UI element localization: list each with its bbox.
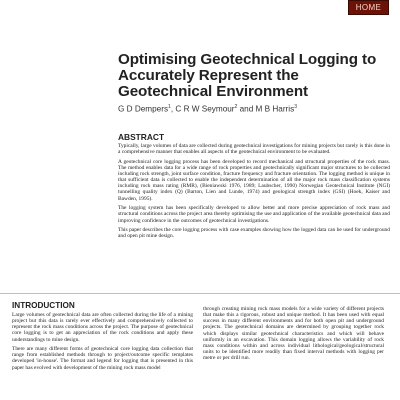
body-paragraph: Large volumes of geotechnical data are often collected during the life of a mining project but this data is rarely ever effectively and comprehensively collected to represent the rock mass conditions across the project. The purpose of geotechnical core logging is to get an appreciation of the rock conditions and apply these understandings to mine design. bbox=[12, 312, 193, 343]
abstract-paragraph: A geotechnical core logging process has been developed to record mechanical and structural properties of the rock mass. The method enables data for a wide range of rock properties and geotechnically significant major structures to be collected including rock strength, joint surface condition, fracture frequency and fracture orientation. The logging method is unique in that sufficient data is collected to enable the independent determination of all the major rock mass classification systems including rock mass rating (RMR), (Bieniawski 1976, 1989; Laubscher, 1990) Norwegian Geotechnical Institute (NGI) tunnelling quality index (Q) (Barton, Lien and Lunde, 1974) and geological strength index (GSI) (Hoek, Kaiser and Bawden, 1995). bbox=[118, 158, 390, 202]
abstract-paragraph: This paper describes the core logging process with case examples showing how the logged data can be used for underground and open pit mine design. bbox=[118, 227, 390, 240]
abstract-heading: ABSTRACT bbox=[118, 132, 165, 142]
author-affiliation: 3 bbox=[294, 104, 297, 110]
body-paragraph: through creating mining rock mass models for a wide variety of different projects that make this a rigorous, robust and unique method. It has been used with equal success in many different environments and for both open pit and underground projects. The geotechnical domains are determined by grouping together rock which displays similar geotechnical characteristics and which will behave uniformly in an excavation. This domain logging allows the variability of rock mass conditions within and across individual lithological/geological/structural units to be identified more readily than fixed interval methods with logging per metre or per drill run. bbox=[203, 306, 384, 362]
home-button[interactable]: HOME bbox=[348, 0, 389, 15]
author-name: C R W Seymour bbox=[175, 104, 235, 114]
author-name: M B Harris bbox=[255, 104, 295, 114]
author-separator: , bbox=[170, 104, 176, 114]
introduction-column-left bbox=[12, 312, 193, 400]
section-divider bbox=[0, 293, 400, 294]
abstract-body bbox=[118, 143, 390, 243]
author-separator: and bbox=[237, 104, 256, 114]
author-affiliation: 2 bbox=[234, 104, 238, 110]
paper-title: Optimising Geotechnical Logging to Accurately Represent the Geotechnical Environment bbox=[118, 51, 377, 100]
abstract-paragraph: Typically, large volumes of data are collected during geotechnical investigations for mining projects but rarely is this done in a comprehensive manner that enables all aspects of the geotechnical environment to be evaluated. bbox=[118, 143, 390, 156]
introduction-heading: INTRODUCTION bbox=[12, 301, 75, 310]
introduction-column-right bbox=[203, 306, 384, 400]
author-name: G D Dempers bbox=[118, 104, 169, 114]
body-paragraph: There are many different forms of geotechnical core logging data collection that range from established methods through to project/outcome specific templates developed 'in-house'. The format and legend for logging that is presented in this paper has evolved with development of the mining rock mass model bbox=[12, 346, 193, 371]
author-list bbox=[118, 104, 388, 114]
abstract-paragraph: The logging system has been specifically developed to allow better and more precise appreciation of rock mass and structural conditions across the project area thereby optimising the use and application of the available geotechnical data and improving confidence in the outcomes of geotechnical investigations. bbox=[118, 205, 390, 224]
author-affiliation: 1 bbox=[168, 104, 171, 110]
